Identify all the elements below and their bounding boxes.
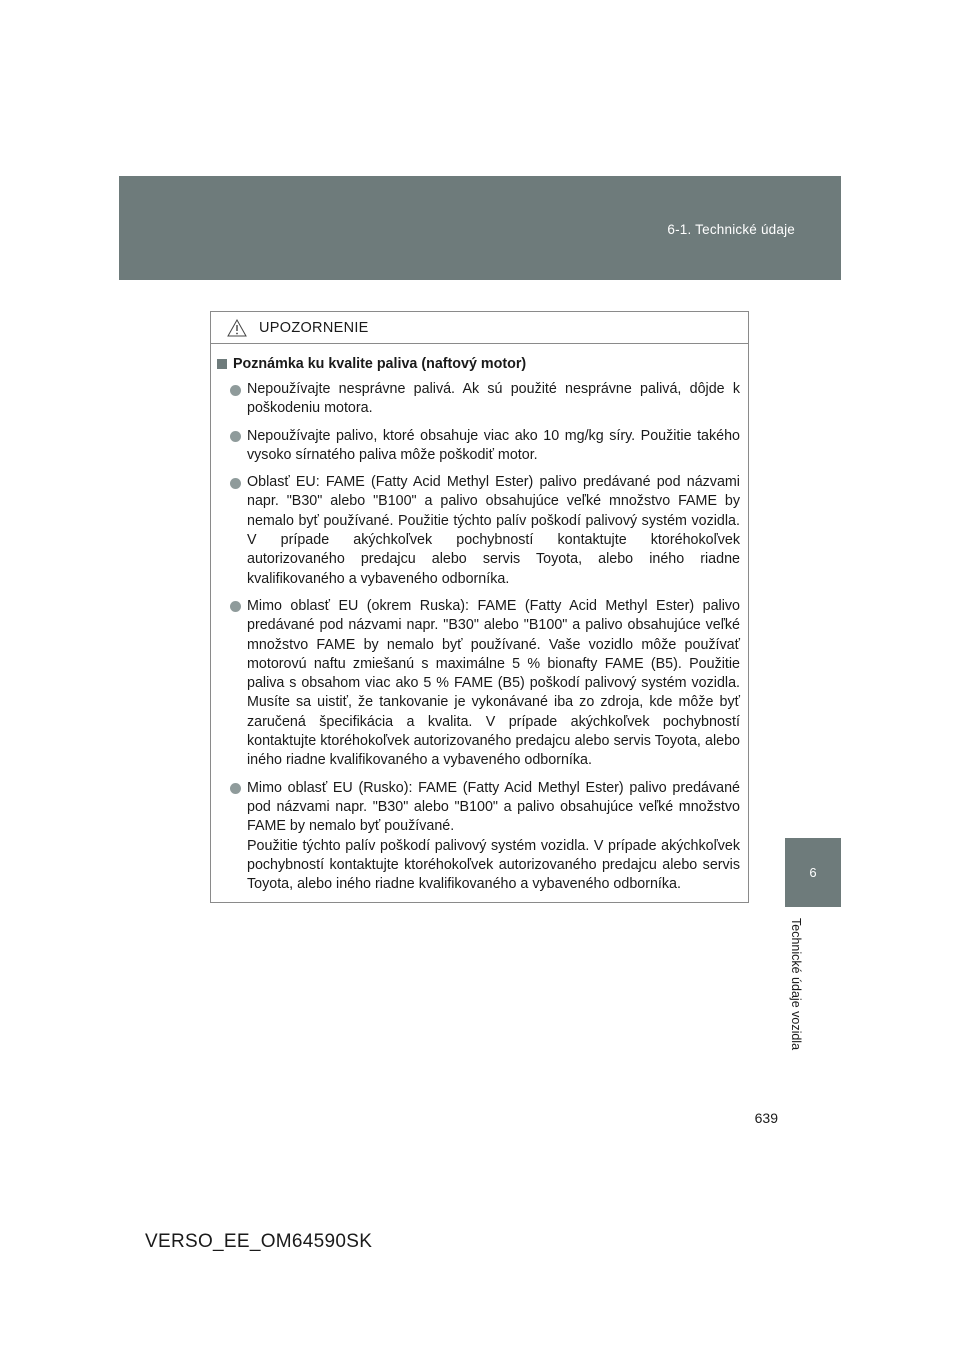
document-code: VERSO_EE_OM64590SK bbox=[145, 1231, 373, 1252]
list-item bbox=[217, 597, 740, 771]
warning-box bbox=[210, 311, 749, 903]
warning-title: UPOZORNENIE bbox=[259, 319, 369, 336]
list-item bbox=[217, 473, 740, 589]
warning-header bbox=[211, 312, 748, 344]
round-bullet-icon bbox=[230, 478, 241, 489]
list-item-text: Nepoužívajte palivo, ktoré obsahuje viac ako 10 mg/kg síry. Použitie takého vysoko sírnatého paliva môže poškodiť motor. bbox=[247, 427, 740, 463]
list-item bbox=[217, 427, 740, 466]
header-band bbox=[119, 176, 841, 280]
section-heading-text: Poznámka ku kvalite paliva (naftový motor) bbox=[233, 356, 527, 372]
section-title-header: 6-1. Technické údaje bbox=[667, 222, 795, 237]
section-heading bbox=[217, 356, 740, 372]
warning-body bbox=[211, 344, 748, 894]
chapter-label: Technické údaje vozidla bbox=[789, 918, 803, 1051]
list-item-text: Mimo oblasť EU (Rusko): FAME (Fatty Acid Methyl Ester) palivo predávané pod názvami napr. "B30" alebo "B100" a palivo obsahujúce veľké množstvo FAME by nemalo byť používané. bbox=[247, 779, 740, 835]
round-bullet-icon bbox=[230, 601, 241, 612]
bullet-list bbox=[217, 380, 740, 894]
page-number: 639 bbox=[754, 1110, 778, 1126]
chapter-tab: 6 bbox=[785, 838, 841, 907]
list-item-text: Nepoužívajte nesprávne palivá. Ak sú použité nesprávne palivá, dôjde k poškodeniu motora. bbox=[247, 381, 740, 417]
list-item bbox=[217, 380, 740, 419]
list-item-text: Použitie týchto palív poškodí palivový systém vozidla. V prípade akýchkoľvek pochybností kontaktujte ktoréhokoľvek autorizovaného predajcu alebo servis Toyota, alebo iného riadne kvalifikovaného a vybaveného odborníka. bbox=[247, 837, 740, 893]
round-bullet-icon bbox=[230, 385, 241, 396]
list-item-text: Mimo oblasť EU (okrem Ruska): FAME (Fatty Acid Methyl Ester) palivo predávané pod názvami napr. "B30" alebo "B100" a palivo obsahujúce veľké množstvo FAME by nemalo byť používané. Vaše vozidlo môže používať motorovú naftu zmiešanú s maximálne 5 % bionafty FAME (B5). Použitie paliva s obsahom viac ako 5 % FAME (B5) poškodí palivový systém vozidla. Musíte sa uistiť, že tankovanie je vykonávané iba zo zdroja, kde môže byť zaručená špecifikácia a kvalita. V prípade akýchkoľvek pochybností kontaktujte ktoréhokoľvek autorizovaného predajcu alebo servis Toyota, alebo iného riadne kvalifikovaného a vybaveného odborníka. bbox=[247, 597, 740, 769]
square-bullet-icon bbox=[217, 359, 227, 369]
round-bullet-icon bbox=[230, 783, 241, 794]
list-item bbox=[217, 779, 740, 895]
list-item-text: Oblasť EU: FAME (Fatty Acid Methyl Ester) palivo predávané pod názvami napr. "B30" alebo "B100" a palivo obsahujúce veľké množstvo FAME by nemalo byť používané. Použitie týchto palív poškodí palivový systém vozidla. V prípade akýchkoľvek pochybností kontaktujte ktoréhokoľvek autorizovaného predajcu alebo servis Toyota, alebo iného riadne kvalifikovaného a vybaveného odborníka. bbox=[247, 474, 740, 587]
round-bullet-icon bbox=[230, 431, 241, 442]
warning-triangle-icon bbox=[227, 319, 247, 337]
